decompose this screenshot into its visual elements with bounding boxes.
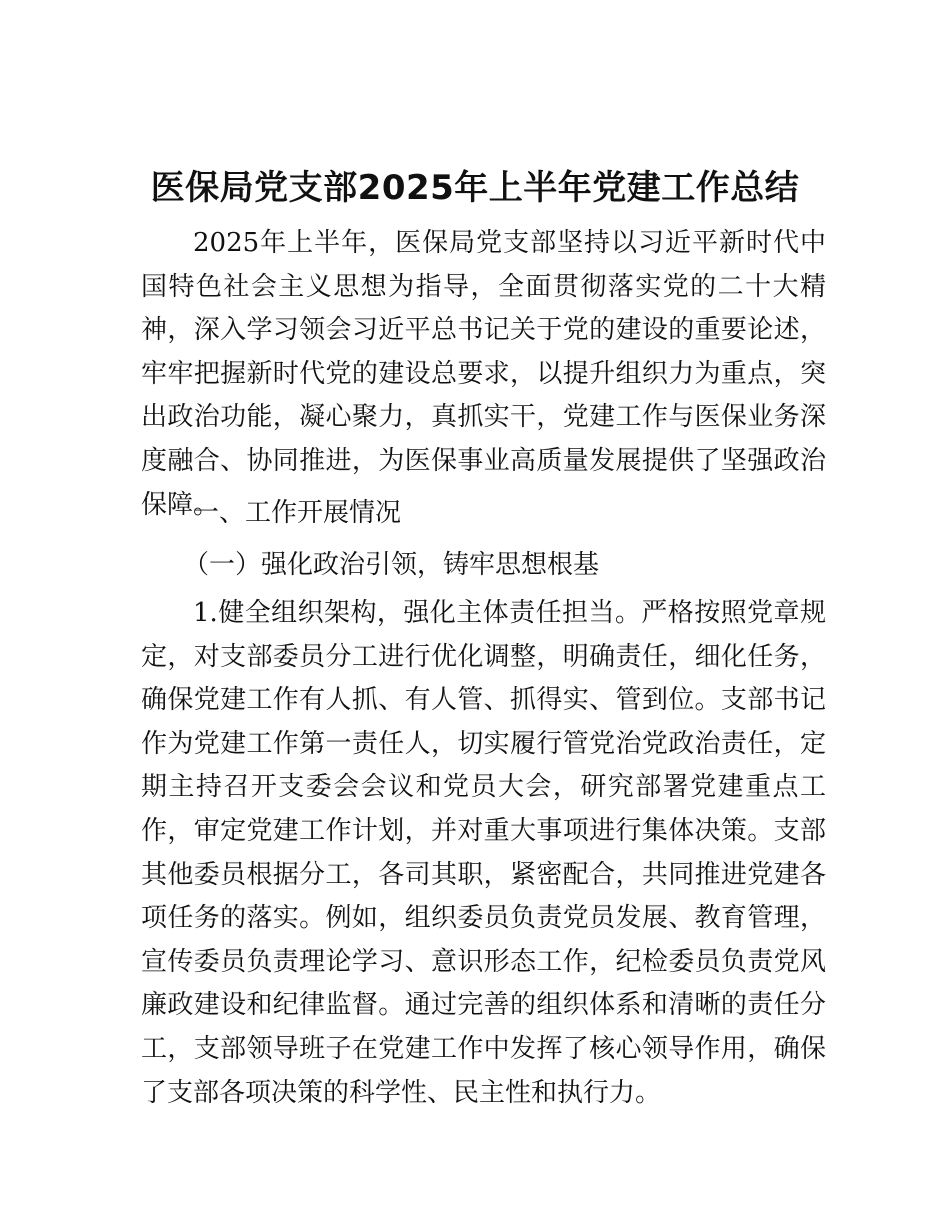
document-title: 医保局党支部2025年上半年党建工作总结 [150,168,800,208]
item-paragraph: 1.健全组织架构，强化主体责任担当。严格按照党章规定，对支部委员分工进行优化调整，明确责任，细化任务，确保党建工作有人抓、有人管、抓得实、管到位。支部书记作为党建工作第一责任人，切实履行管党治党政治责任，定期主持召开支委会会议和党员大会，研究部署党建重点工作，审定党建工作计划，并对重大事项进行集体决策。支部其他委员根据分工，各司其职，紧密配合，共同推进党建各项任务的落实。例如，组织委员负责党员发展、教育管理，宣传委员负责理论学习、意识形态工作，纪检委员负责党风廉政建设和纪律监督。通过完善的组织体系和清晰的责任分工，支部领导班子在党建工作中发挥了核心领导作用，确保了支部各项决策的科学性、民主性和执行力。 [141,598,826,1108]
subsection-heading: （一）强化政治引领，铸牢思想根基 [183,550,600,580]
intro-paragraph: 2025年上半年，医保局党支部坚持以习近平新时代中国特色社会主义思想为指导，全面贯彻落实党的二十大精神，深入学习领会习近平总书记关于党的建设的重要论述，牢牢把握新时代党的建设总要求，以提升组织力为重点，突出政治功能，凝心聚力，真抓实干，党建工作与医保业务深度融合、协同推进，为医保事业高质量发展提供了坚强政治保障。 [141,228,826,520]
section-heading: 一、工作开展情况 [193,498,402,528]
